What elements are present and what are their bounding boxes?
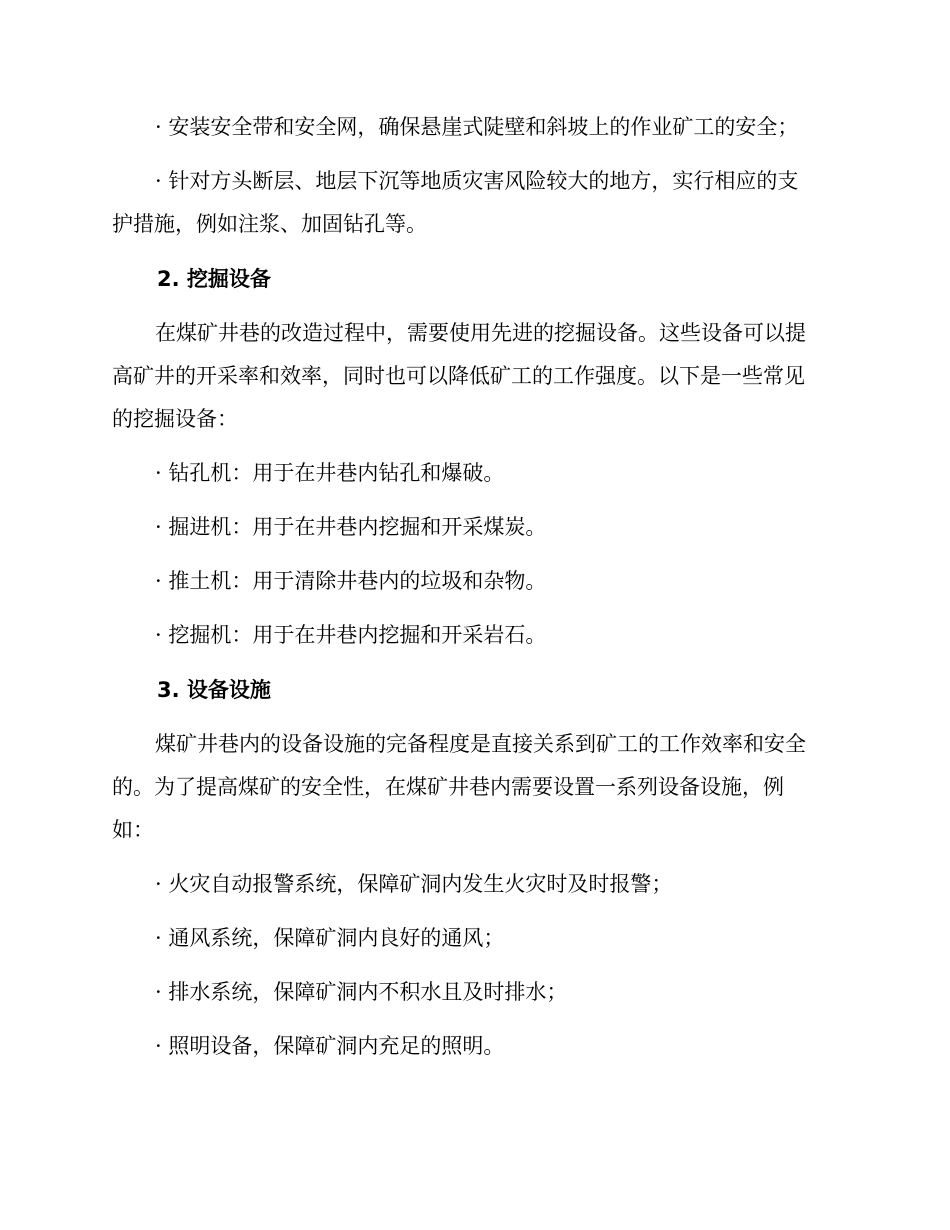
list-item: · 照明设备，保障矿洞内充足的照明。 bbox=[155, 1034, 505, 1058]
paragraph-line: 煤矿井巷内的设备设施的完备程度是直接关系到矿工的工作效率和安全 bbox=[155, 732, 806, 756]
list-item: · 推土机：用于清除井巷内的垃圾和杂物。 bbox=[155, 569, 547, 593]
list-item: · 安装安全带和安全网，确保悬崖式陡壁和斜坡上的作业矿工的安全； bbox=[155, 115, 799, 139]
list-item: · 排水系统，保障矿洞内不积水且及时排水； bbox=[155, 980, 568, 1004]
section-heading: 2. 挖掘设备 bbox=[157, 267, 271, 291]
section-heading: 3. 设备设施 bbox=[157, 678, 271, 702]
paragraph-line: 在煤矿井巷的改造过程中，需要使用先进的挖掘设备。这些设备可以提 bbox=[155, 321, 806, 345]
paragraph-line: 高矿井的开采率和效率，同时也可以降低矿工的工作强度。以下是一些常见 bbox=[112, 364, 805, 388]
list-item-continuation: 护措施，例如注浆、加固钻孔等。 bbox=[112, 212, 427, 236]
paragraph-line: 如： bbox=[112, 818, 154, 842]
list-item: · 挖掘机：用于在井巷内挖掘和开采岩石。 bbox=[155, 623, 547, 647]
paragraph-line: 的。为了提高煤矿的安全性，在煤矿井巷内需要设置一系列设备设施，例 bbox=[112, 775, 784, 799]
list-item: · 火灾自动报警系统，保障矿洞内发生火灾时及时报警； bbox=[155, 872, 673, 896]
paragraph-line: 的挖掘设备： bbox=[112, 407, 238, 431]
list-item: · 掘进机：用于在井巷内挖掘和开采煤炭。 bbox=[155, 515, 547, 539]
list-item: · 通风系统，保障矿洞内良好的通风； bbox=[155, 926, 505, 950]
list-item: · 钻孔机：用于在井巷内钻孔和爆破。 bbox=[155, 461, 505, 485]
list-item: · 针对方头断层、地层下沉等地质灾害风险较大的地方，实行相应的支 bbox=[155, 169, 799, 193]
